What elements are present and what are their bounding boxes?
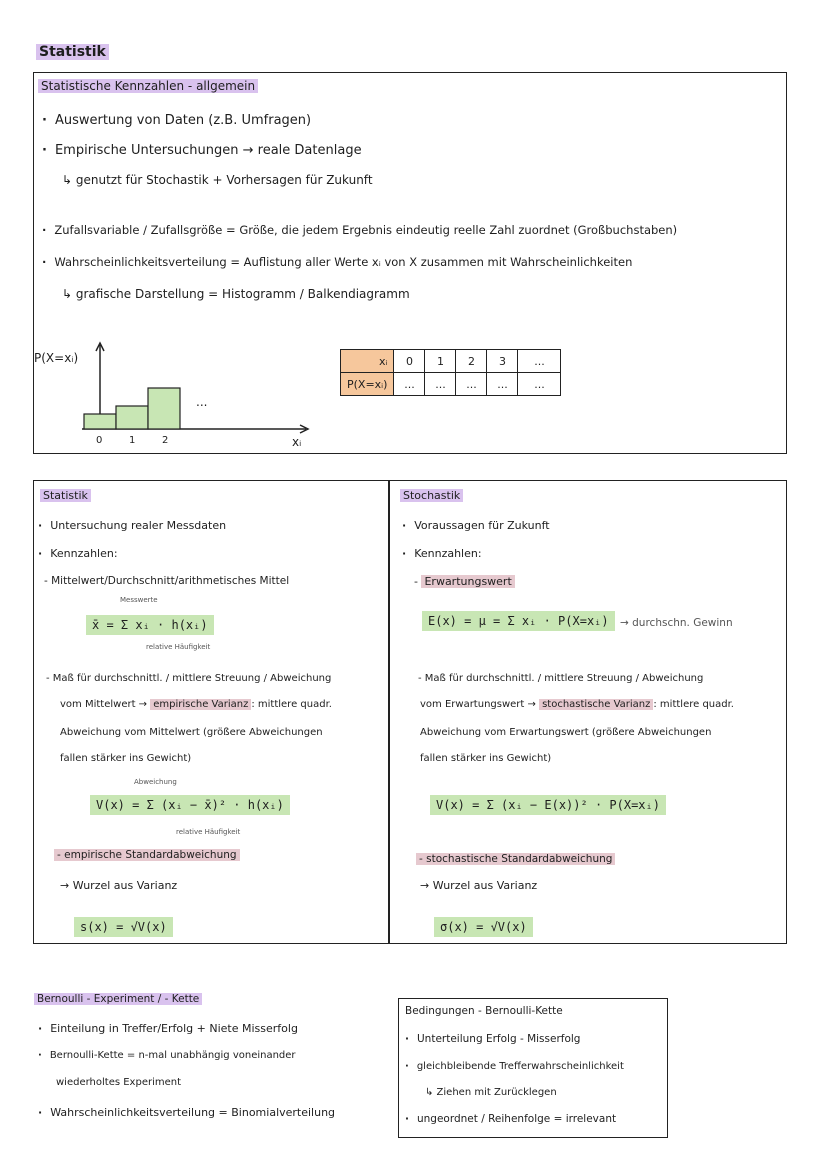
statistik-var-annot-top: Abweichung	[134, 778, 177, 786]
histogram-dots: ...	[196, 395, 208, 409]
general-line-2: · Empirische Untersuchungen → reale Datenlage	[42, 143, 362, 158]
histogram-bar-1	[116, 406, 148, 429]
histogram	[74, 341, 314, 441]
table-cell: ...	[487, 373, 518, 396]
statistik-mean-heading	[44, 575, 289, 587]
statistik-var-text-3: Abweichung vom Mittelwert (größere Abweichungen	[60, 727, 323, 738]
stochastik-ew-heading-text: Erwartungswert	[421, 575, 514, 588]
stochastik-sd-text: → Wurzel aus Varianz	[420, 879, 538, 892]
statistik-mean-heading-text: - Mittelwert/Durchschnitt/arithmetisches Mittel	[44, 575, 290, 587]
conditions-line-2: · gleichbleibende Trefferwahrscheinlichkeit	[405, 1061, 624, 1072]
stochastik-var-stochastic: stochastische Varianz	[539, 699, 653, 710]
histogram-bar-0	[84, 414, 116, 429]
statistik-mean-annot-top: Messwerte	[120, 596, 158, 604]
statistik-mean-annot-bottom: relative Häufigkeit	[146, 643, 211, 651]
table-cell: ...	[518, 373, 561, 396]
general-line-1: · Auswertung von Daten (z.B. Umfragen)	[42, 113, 311, 128]
histogram-bar-2	[148, 388, 180, 429]
statistik-sd-formula: s(x) = √V(x)	[74, 917, 173, 937]
page-title: Statistik	[36, 44, 109, 60]
stochastik-line-1: · Voraussagen für Zukunft	[402, 519, 550, 532]
stochastik-sd-formula: σ(x) = √V(x)	[434, 917, 533, 937]
bernoulli-line-4: · Wahrscheinlichkeitsverteilung = Binomialverteilung	[38, 1106, 335, 1119]
general-line-4: · Zufallsvariable / Zufallsgröße = Größe, die jedem Ergebnis eindeutig reelle Zahl zuordnet (Großbuchstaben)	[42, 223, 677, 237]
conditions-heading: Bedingungen - Bernoulli-Kette	[405, 1005, 563, 1017]
distribution-table	[340, 349, 561, 396]
bernoulli-line-2: · Bernoulli-Kette = n-mal unabhängig voneinander	[38, 1050, 296, 1061]
statistik-var-text-2-post: : mittlere quadr.	[251, 699, 332, 710]
conditions-box	[398, 998, 668, 1138]
section-general-box	[33, 72, 787, 454]
bernoulli-line-3: wiederholtes Experiment	[56, 1077, 182, 1088]
stochastik-ew-note: → durchschn. Gewinn	[620, 617, 733, 629]
table-cell: 3	[487, 350, 518, 373]
general-line-3: ↳ genutzt für Stochastik + Vorhersagen für Zukunft	[62, 173, 373, 187]
stochastik-var-text-4: fallen stärker ins Gewicht)	[420, 753, 552, 764]
table-head-p: P(X=xᵢ)	[341, 373, 394, 396]
general-line-6: ↳ grafische Darstellung = Histogramm / Balkendiagramm	[62, 287, 410, 301]
statistik-mean-formula: x̄ = Σ xᵢ · h(xᵢ)	[86, 615, 214, 635]
table-cell: ...	[394, 373, 425, 396]
section-general-heading: Statistische Kennzahlen - allgemein	[38, 79, 258, 93]
stochastik-var-formula: V(x) = Σ (xᵢ − E(x))² · P(X=xᵢ)	[430, 795, 666, 815]
statistik-line-2: · Kennzahlen:	[38, 547, 118, 560]
statistik-sd-text: → Wurzel aus Varianz	[60, 879, 178, 892]
table-cell: ...	[456, 373, 487, 396]
bernoulli-line-1: · Einteilung in Treffer/Erfolg + Niete Misserfolg	[38, 1022, 298, 1035]
table-cell: 0	[394, 350, 425, 373]
comparison-box	[33, 480, 787, 944]
table-cell: 1	[425, 350, 456, 373]
conditions-line-1: · Unterteilung Erfolg - Misserfolg	[405, 1033, 580, 1045]
statistik-sd-heading	[54, 849, 240, 861]
histogram-y-label: P(X=xᵢ)	[34, 351, 79, 365]
stochastik-var-text-2-post: : mittlere quadr.	[653, 699, 734, 710]
comparison-divider	[388, 481, 390, 943]
table-row-x	[341, 350, 561, 373]
stochastik-var-text-2	[420, 699, 734, 710]
table-row-p	[341, 373, 561, 396]
conditions-line-4: · ungeordnet / Reihenfolge = irrelevant	[405, 1113, 616, 1125]
histogram-tick-1: 1	[129, 435, 136, 446]
statistik-var-text-2	[60, 699, 332, 710]
stochastik-var-text-1: - Maß für durchschnittl. / mittlere Streuung / Abweichung	[418, 673, 704, 684]
bernoulli-heading: Bernoulli - Experiment / - Kette	[34, 993, 202, 1005]
stochastik-var-text-2-pre: vom Erwartungswert →	[420, 699, 536, 710]
statistik-sd-heading-text: - empirische Standardabweichung	[54, 849, 240, 861]
statistik-var-text-2-pre: vom Mittelwert →	[60, 699, 148, 710]
table-cell: ...	[518, 350, 561, 373]
statistik-var-text-1: - Maß für durchschnittl. / mittlere Streuung / Abweichung	[46, 673, 332, 684]
stochastik-sd-heading-text: - stochastische Standardabweichung	[416, 853, 615, 865]
stochastik-ew-heading: - Erwartungswert	[414, 575, 515, 588]
stochastik-ew-formula: E(x) = μ = Σ xᵢ · P(X=xᵢ)	[422, 611, 615, 631]
histogram-tick-2: 2	[162, 435, 169, 446]
general-line-5: · Wahrscheinlichkeitsverteilung = Auflistung aller Werte xᵢ von X zusammen mit Wahrscheinlichkeiten	[42, 255, 632, 269]
stochastik-var-text-3: Abweichung vom Erwartungswert (größere Abweichungen	[420, 727, 712, 738]
table-head-x: xᵢ	[341, 350, 394, 373]
histogram-x-label: xᵢ	[292, 435, 302, 449]
stochastik-heading: Stochastik	[400, 489, 463, 502]
statistik-var-empirical: empirische Varianz	[150, 699, 251, 710]
table-cell: 2	[456, 350, 487, 373]
histogram-tick-0: 0	[96, 435, 103, 446]
statistik-heading: Statistik	[40, 489, 91, 502]
statistik-var-annot-bottom: relative Häufigkeit	[176, 828, 241, 836]
statistik-var-text-4: fallen stärker ins Gewicht)	[60, 753, 192, 764]
stochastik-line-2: · Kennzahlen:	[402, 547, 482, 560]
table-cell: ...	[425, 373, 456, 396]
statistik-var-formula: V(x) = Σ (xᵢ − x̄)² · h(xᵢ)	[90, 795, 290, 815]
statistik-line-1: · Untersuchung realer Messdaten	[38, 519, 226, 532]
conditions-line-3: ↳ Ziehen mit Zurücklegen	[425, 1087, 557, 1098]
stochastik-sd-heading	[416, 853, 615, 865]
